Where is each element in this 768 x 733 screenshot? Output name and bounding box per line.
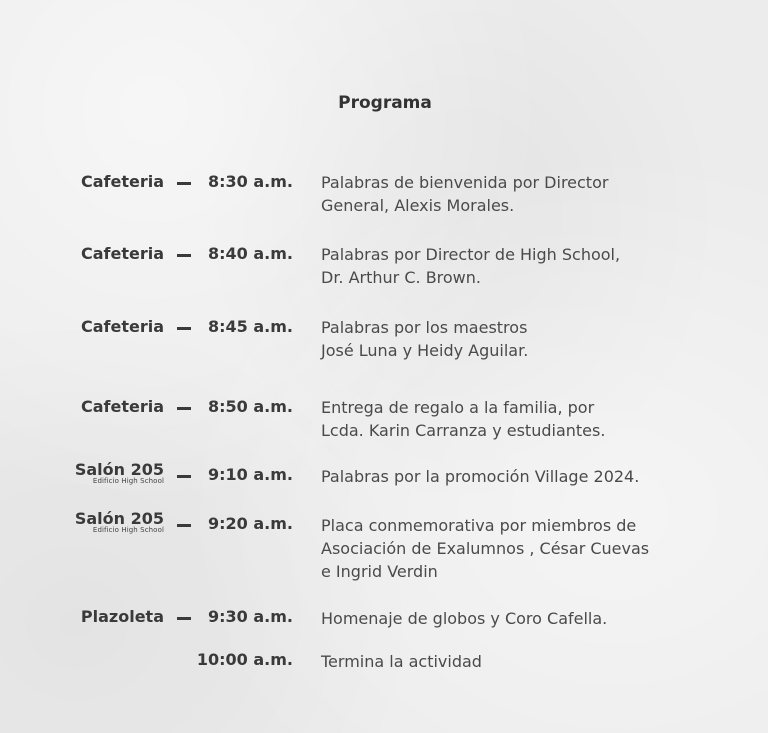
time-label: 9:20 a.m. bbox=[208, 514, 293, 533]
time-label: 9:10 a.m. bbox=[208, 465, 293, 484]
location-label: Cafeteria bbox=[80, 317, 164, 336]
time-label: 8:40 a.m. bbox=[208, 244, 293, 263]
page-title: Programa bbox=[338, 93, 432, 113]
activity-description: Palabras de bienvenida por Director General, Alexis Morales. bbox=[321, 173, 609, 215]
location-label: Cafeteria bbox=[80, 172, 164, 191]
time-label: 9:30 a.m. bbox=[208, 607, 293, 626]
location-sublabel: Edificio High School bbox=[92, 477, 164, 485]
dash-separator bbox=[177, 254, 191, 257]
time-label: 8:50 a.m. bbox=[208, 397, 293, 416]
activity-description: Palabras por la promoción Village 2024. bbox=[321, 467, 640, 486]
dash-separator bbox=[177, 182, 191, 185]
location-name: Salón 205 bbox=[74, 509, 164, 528]
activity-description: Placa conmemorativa por miembros de Asociación de Exalumnos , César Cuevas e Ingrid Verdin bbox=[321, 516, 650, 581]
dash-separator bbox=[177, 475, 191, 478]
location-label bbox=[75, 509, 164, 534]
time-label: 10:00 a.m. bbox=[196, 650, 293, 669]
dash-separator bbox=[177, 617, 191, 620]
time-label: 8:30 a.m. bbox=[208, 172, 293, 191]
location-label: Cafeteria bbox=[80, 244, 164, 263]
activity-description: Entrega de regalo a la familia, por Lcda. Karin Carranza y estudiantes. bbox=[321, 398, 606, 440]
activity-description: Palabras por los maestros José Luna y Heidy Aguilar. bbox=[321, 318, 529, 360]
dash-separator bbox=[177, 327, 191, 330]
time-label: 8:45 a.m. bbox=[208, 317, 293, 336]
activity-description: Termina la actividad bbox=[321, 652, 482, 671]
location-label bbox=[75, 460, 164, 485]
location-name: Salón 205 bbox=[74, 460, 164, 479]
dash-separator bbox=[177, 407, 191, 410]
dash-separator bbox=[177, 524, 191, 527]
activity-description: Homenaje de globos y Coro Cafella. bbox=[321, 609, 608, 628]
location-label: Plazoleta bbox=[80, 607, 164, 626]
location-label: Cafeteria bbox=[80, 397, 164, 416]
location-sublabel: Edificio High School bbox=[92, 526, 164, 534]
activity-description: Palabras por Director de High School, Dr. Arthur C. Brown. bbox=[321, 245, 621, 287]
